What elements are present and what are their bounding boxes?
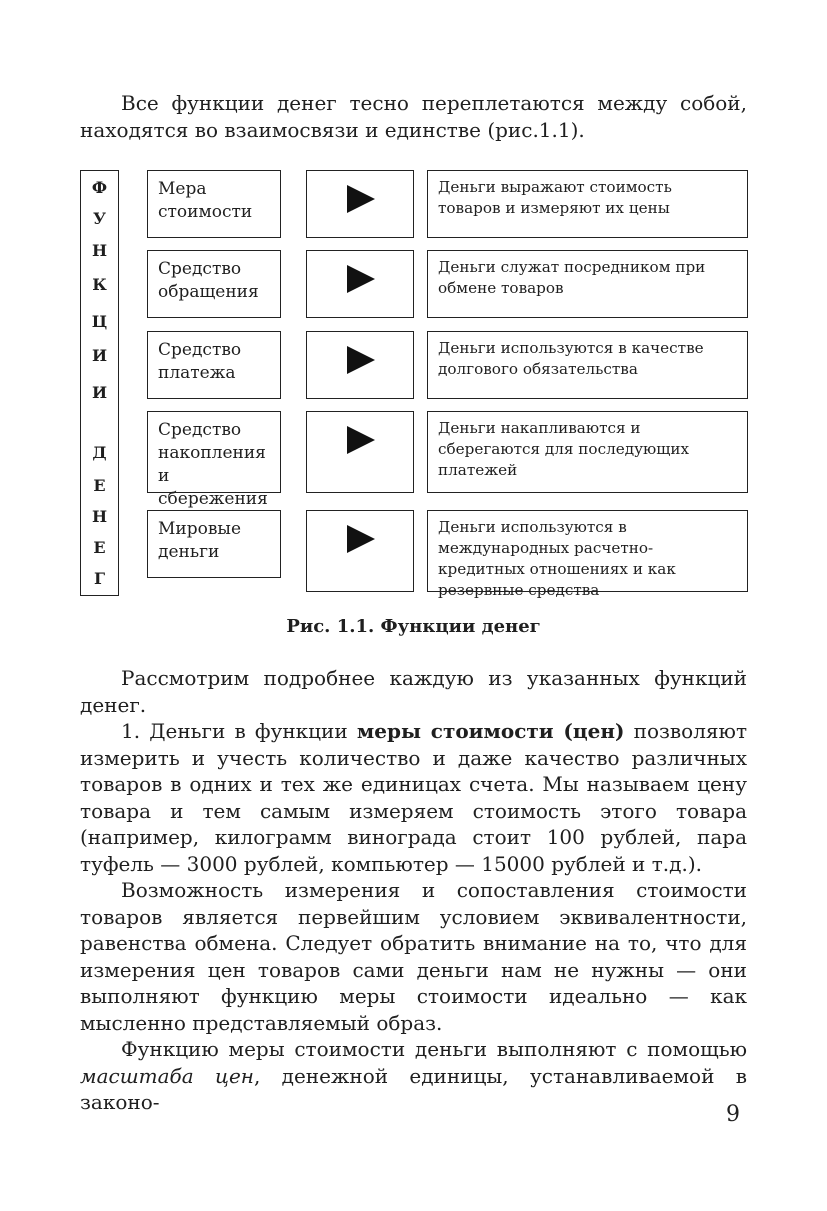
arrow-box [306,331,414,399]
function-description-box: Деньги используются в международных расчетно-кредитных отношениях и как резервные средства [427,510,748,592]
right-arrow-icon [347,426,375,454]
vertical-letter: Д [92,443,107,462]
paragraph-text: , денежной единицы, устанавливаемой в законо- [80,1063,747,1114]
vertical-letter: Ф [91,178,108,197]
function-name-box: Средство платежа [147,331,281,399]
right-arrow-icon [347,525,375,553]
arrow-box [306,170,414,238]
vertical-letter: И [91,346,108,365]
function-description-box: Деньги накапливаются и сберегаются для последующих платежей [427,411,748,493]
function-name-box: Средство накопления и сбережения [147,411,281,493]
vertical-label-box [80,170,119,596]
vertical-letter: Н [91,507,108,526]
paragraph-text: позволяют измерить и учесть количество и даже качество различных товаров в одних и тех же единицах счета. Мы называем цену товара и тем самым измеряем стоимость этого товара (например, килограмм винограда стоит 100 рублей, пара туфель — 3000 рублей, компьютер — 15000 рублей и т.д.). [80,719,748,876]
vertical-letter: Е [93,538,106,557]
body-paragraph: Возможность измерения и сопоставления стоимости товаров является первейшим условием эквивалентности, равенства обмена. Следует обратить внимание на то, что для измерения цен товаров сами деньги нам не нужны — они выполняют функцию меры стоимости идеально — как мысленно представляемый образ. [80,878,747,1035]
paragraph-text: Функцию меры стоимости деньги выполняют с помощью [121,1037,747,1061]
function-name-box: Мировые деньги [147,510,281,578]
function-description-box: Деньги служат посредником при обмене товаров [427,250,748,318]
body-paragraph [80,1036,747,1116]
right-arrow-icon [347,185,375,213]
bold-term: меры стоимости (цен) [356,719,625,743]
page-number: 9 [726,1102,740,1127]
function-description-box: Деньги используются в качестве долгового обязательства [427,331,748,399]
body-paragraph [80,718,747,877]
vertical-letter: К [92,275,107,294]
right-arrow-icon [347,346,375,374]
vertical-letter: Н [91,241,108,260]
intro-paragraph: Все функции денег тесно переплетаются между собой, находятся во взаимосвязи и единстве (рис.1.1). [80,91,747,142]
function-name-box: Мера стоимости [147,170,281,238]
vertical-letter: И [91,383,108,402]
italic-term: масштаба цен [80,1063,254,1088]
arrow-box [306,510,414,592]
right-arrow-icon [347,265,375,293]
vertical-letter: Ц [91,312,108,331]
paragraph-text: 1. Деньги в функции [121,719,357,743]
figure-caption: Рис. 1.1. Функции денег [286,616,541,637]
body-paragraph: Рассмотрим подробнее каждую из указанных функций денег. [80,666,747,717]
arrow-box [306,250,414,318]
function-name-box: Средство обращения [147,250,281,318]
vertical-letter: У [93,209,106,228]
function-description-box: Деньги выражают стоимость товаров и измеряют их цены [427,170,748,238]
arrow-box [306,411,414,493]
vertical-letter: Е [93,476,106,495]
vertical-letter: Г [93,569,106,588]
